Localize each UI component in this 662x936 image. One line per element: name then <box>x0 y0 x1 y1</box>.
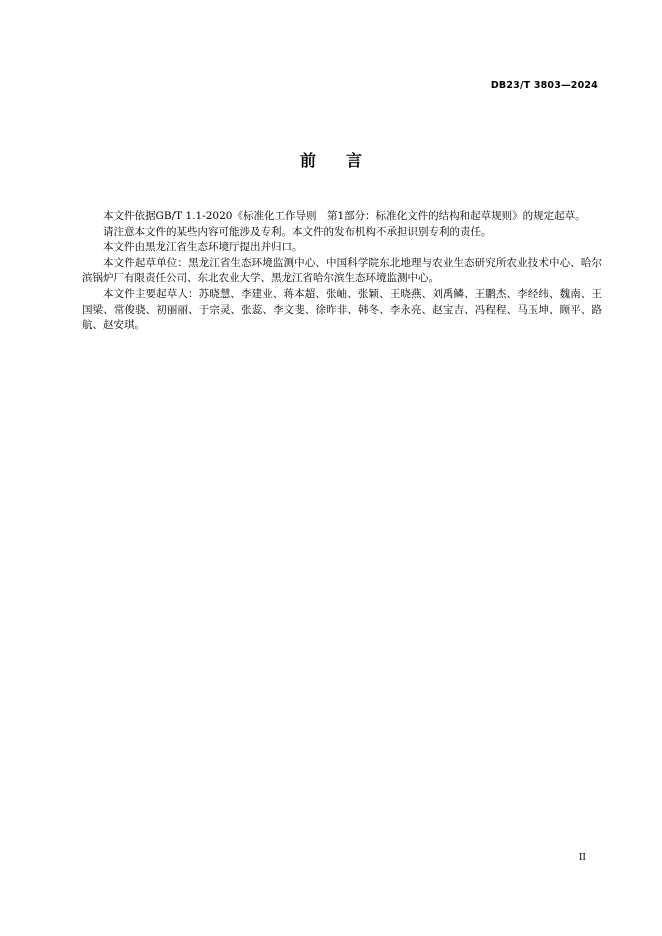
page-number: II <box>578 853 586 863</box>
page-title-part-2: 言 <box>346 151 363 170</box>
foreword-body <box>82 209 602 334</box>
document-code: DB23/T 3803—2024 <box>490 80 598 91</box>
paragraph-drafters: 本文件主要起草人：苏晓慧、李建业、蒋本超、张岫、张颖、王晓燕、刘禹鳞、王鹏杰、李经纬、魏南、王国梁、常俊骁、初丽丽、于宗灵、张蕊、李文斐、徐昨非、韩冬、李永亮、赵宝吉、冯程程、马玉坤、顾平、路航、赵安琪。 <box>82 287 602 332</box>
paragraph-proposer: 本文件由黑龙江省生态环境厅提出并归口。 <box>103 241 303 254</box>
page-title-part-1: 前 <box>299 151 316 170</box>
page-title <box>0 148 662 171</box>
paragraph-patent-notice: 请注意本文件的某些内容可能涉及专利。本文件的发布机构不承担识别专利的责任。 <box>103 225 492 238</box>
paragraph-drafting-organizations: 本文件起草单位：黑龙江省生态环境监测中心、中国科学院东北地理与农业生态研究所农业技术中心、哈尔滨锅炉厂有限责任公司、东北农业大学、黑龙江省哈尔滨生态环境监测中心。 <box>82 256 602 285</box>
paragraph-drafting-basis: 本文件依据GB/T 1.1-2020《标准化工作导则 第1部分：标准化文件的结构和起草规则》的规定起草。 <box>103 210 586 222</box>
